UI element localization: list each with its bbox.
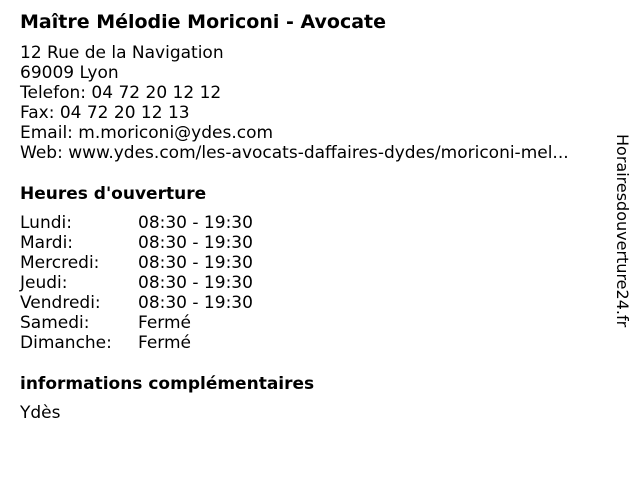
day-label: Mercredi: <box>20 253 100 273</box>
day-label: Samedi: <box>20 313 90 333</box>
time-value: 08:30 - 19:30 <box>138 233 253 253</box>
day-label: Dimanche: <box>20 333 112 353</box>
time-value: 08:30 - 19:30 <box>138 273 253 293</box>
website-url: Web: www.ydes.com/les-avocats-daffaires-dydes/moriconi-mel... <box>20 143 569 163</box>
city-address: 69009 Lyon <box>20 63 119 83</box>
time-value: 08:30 - 19:30 <box>138 293 253 313</box>
contact-block <box>20 43 569 163</box>
time-value: Fermé <box>138 333 192 353</box>
day-label: Jeudi: <box>20 273 68 293</box>
hours-heading: Heures d'ouverture <box>20 184 207 204</box>
time-value: 08:30 - 19:30 <box>138 253 253 273</box>
site-watermark: Horairesdouverture24.fr <box>613 134 632 328</box>
fax-number: Fax: 04 72 20 12 13 <box>20 103 190 123</box>
day-label: Lundi: <box>20 213 72 233</box>
day-label: Vendredi: <box>20 293 101 313</box>
info-heading: informations complémentaires <box>20 374 315 394</box>
page-title: Maître Mélodie Moriconi - Avocate <box>20 11 387 33</box>
time-value: Fermé <box>138 313 192 333</box>
street-address: 12 Rue de la Navigation <box>20 43 224 63</box>
time-value: 08:30 - 19:30 <box>138 213 253 233</box>
day-label: Mardi: <box>20 233 74 253</box>
phone-number: Telefon: 04 72 20 12 12 <box>20 83 222 103</box>
email-address: Email: m.moriconi@ydes.com <box>20 123 274 143</box>
info-text: Ydès <box>20 403 61 423</box>
